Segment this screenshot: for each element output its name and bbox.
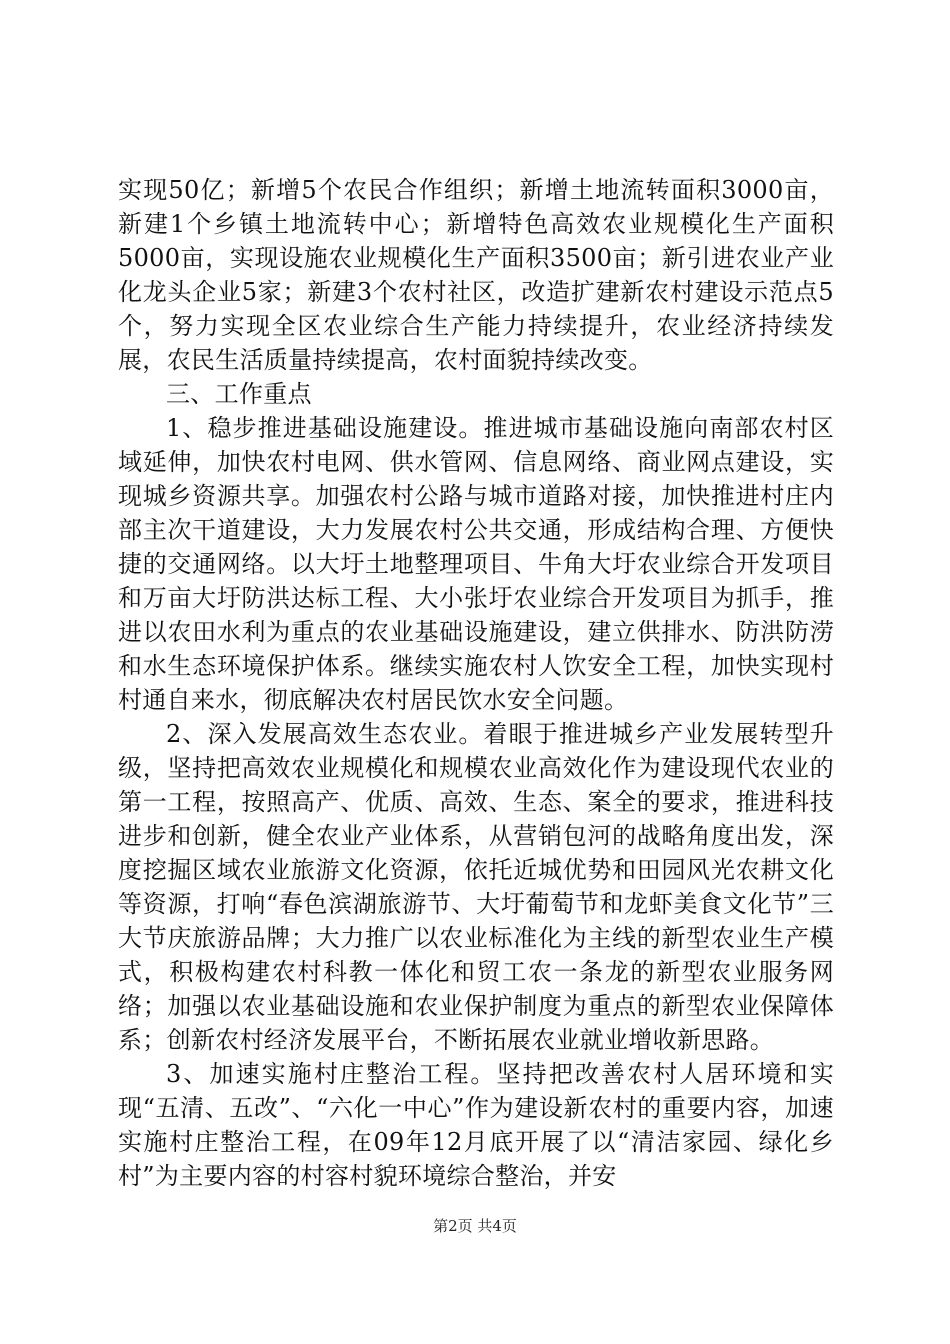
paragraph-1: 实现50亿；新增5个农民合作组织；新增土地流转面积3000亩，新建1个乡镇土地流转中心；新增特色高效农业规模化生产面积5000亩，实现设施农业规模化生产面积3500亩；新引进农业产业化龙头企业5家；新建3个农村社区，改造扩建新农村建设示范点5个，努力实现全区农业综合生产能力持续提升，农业经济持续发展，农民生活质量持续提高，农村面貌持续改变。 <box>118 176 834 374</box>
document-body <box>118 173 834 1193</box>
paragraph-4: 3、加速实施村庄整治工程。坚持把改善农村人居环境和实现“五清、五改”、“六化一中心”作为建设新农村的重要内容，加速实施村庄整治工程，在09年12月底开展了以“清洁家园、绿化乡村”为主要内容的村容村貌环境综合整治，并安 <box>118 1060 834 1190</box>
paragraph-3: 2、深入发展高效生态农业。着眼于推进城乡产业发展转型升级，坚持把高效农业规模化和规模农业高效化作为建设现代农业的第一工程，按照高产、优质、高效、生态、案全的要求，推进科技进步和创新，健全农业产业体系，从营销包河的战略角度出发，深度挖掘区域农业旅游文化资源，依托近城优势和田园风光农耕文化等资源，打响“春色滨湖旅游节、大圩葡萄节和龙虾美食文化节”三大节庆旅游品牌；大力推广以农业标准化为主线的新型农业生产模式，积极构建农村科教一体化和贸工农一条龙的新型农业服务网络；加强以农业基础设施和农业保护制度为重点的新型农业保障体系；创新农村经济发展平台，不断拓展农业就业增收新思路。 <box>118 720 834 1054</box>
paragraph-2: 1、稳步推进基础设施建设。推进城市基础设施向南部农村区域延伸，加快农村电网、供水管网、信息网络、商业网点建设，实现城乡资源共享。加强农村公路与城市道路对接，加快推进村庄内部主次干道建设，大力发展农村公共交通，形成结构合理、方便快捷的交通网络。以大圩土地整理项目、牛角大圩农业综合开发项目和万亩大圩防洪达标工程、大小张圩农业综合开发项目为抓手，推进以农田水利为重点的农业基础设施建设，建立供排水、防洪防涝和水生态环境保护体系。继续实施农村人饮安全工程，加快实现村村通自来水，彻底解决农村居民饮水安全问题。 <box>118 414 834 714</box>
page-footer: 第2页 共4页 <box>433 1217 517 1235</box>
section-heading: 三、工作重点 <box>166 380 312 408</box>
